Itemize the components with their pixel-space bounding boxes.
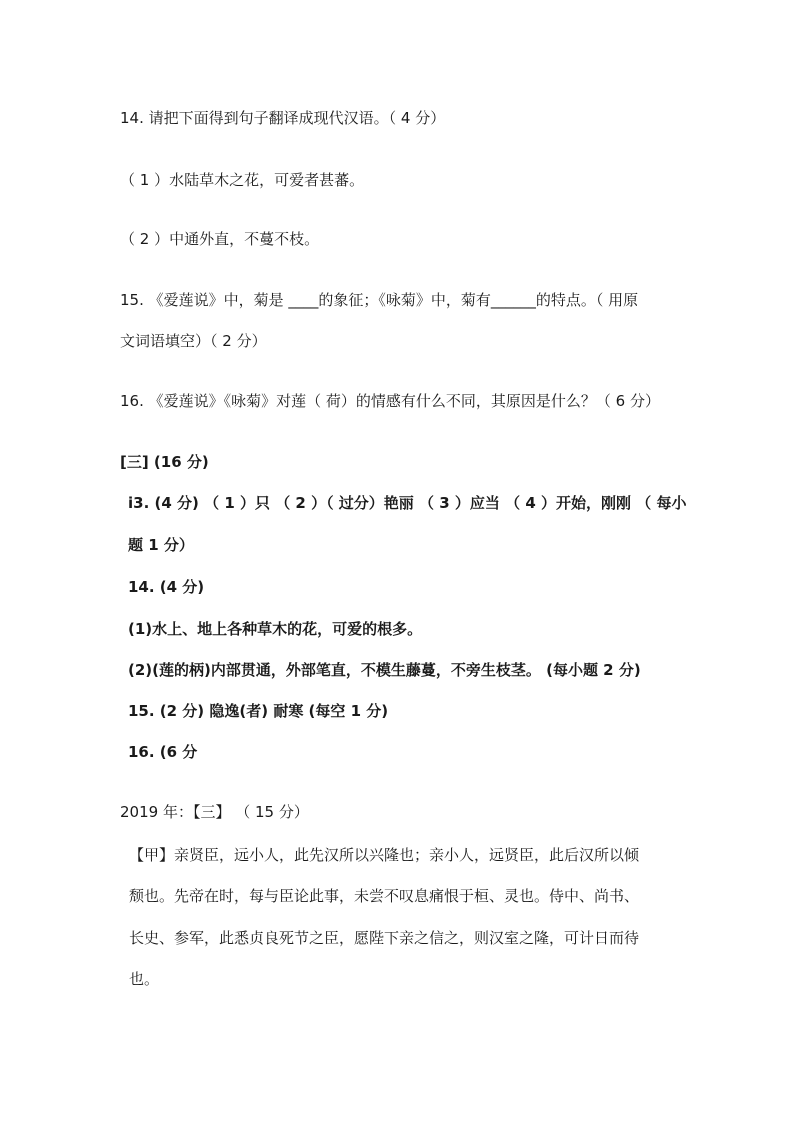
question-16: 16. 《爱莲说》《咏菊》对莲（ 荷）的情感有什么不同，其原因是什么？（ 6 分） (120, 392, 660, 410)
question-14-part-2: （ 2 ）中通外直，不蔓不枝。 (120, 230, 320, 248)
question-15-cont: 文词语填空）（ 2 分） (120, 332, 267, 350)
answer-14-part-2: (2)(莲的柄)内部贯通，外部笔直，不模生藤蔓，不旁生枝茎。 (每小题 2 分) (128, 661, 641, 679)
passage-line-1: 【甲】亲贤臣，远小人，此先汉所以兴隆也；亲小人，远贤臣，此后汉所以倾 (129, 846, 640, 864)
question-14: 14. 请把下面得到句子翻译成现代汉语。（ 4 分） (120, 109, 446, 127)
answer-13-cont: 题 1 分） (128, 536, 194, 554)
answer-section-heading: [三] (16 分) (120, 453, 209, 471)
section-2019-heading: 2019 年：【三】 （ 15 分） (120, 803, 309, 821)
answer-16: 16. (6 分 (128, 743, 198, 761)
passage-line-4: 也。 (129, 970, 160, 988)
answer-13: i3. (4 分) （ 1 ）只 （ 2 ）（ 过分）艳丽 （ 3 ）应当 （ 4 ）开始，刚刚 （ 每小 (128, 494, 687, 512)
answer-15: 15. (2 分) 隐逸(者) 耐寒 (每空 1 分) (128, 702, 389, 720)
answer-14-heading: 14. (4 分) (128, 578, 205, 596)
passage-line-2: 颓也。先帝在时，每与臣论此事，未尝不叹息痛恨于桓、灵也。侍中、尚书、 (129, 887, 640, 905)
passage-line-3: 长史、参军，此悉贞良死节之臣，愿陛下亲之信之，则汉室之隆，可计日而待 (129, 929, 640, 947)
question-15: 15. 《爱莲说》中，菊是 ____的象征；《咏菊》中，菊有______的特点。（ 用原 (120, 291, 639, 309)
question-14-part-1: （ 1 ）水陆草木之花，可爱者甚蕃。 (120, 171, 365, 189)
answer-14-part-1: (1)水上、地上各种草木的花，可爱的根多。 (128, 620, 423, 638)
